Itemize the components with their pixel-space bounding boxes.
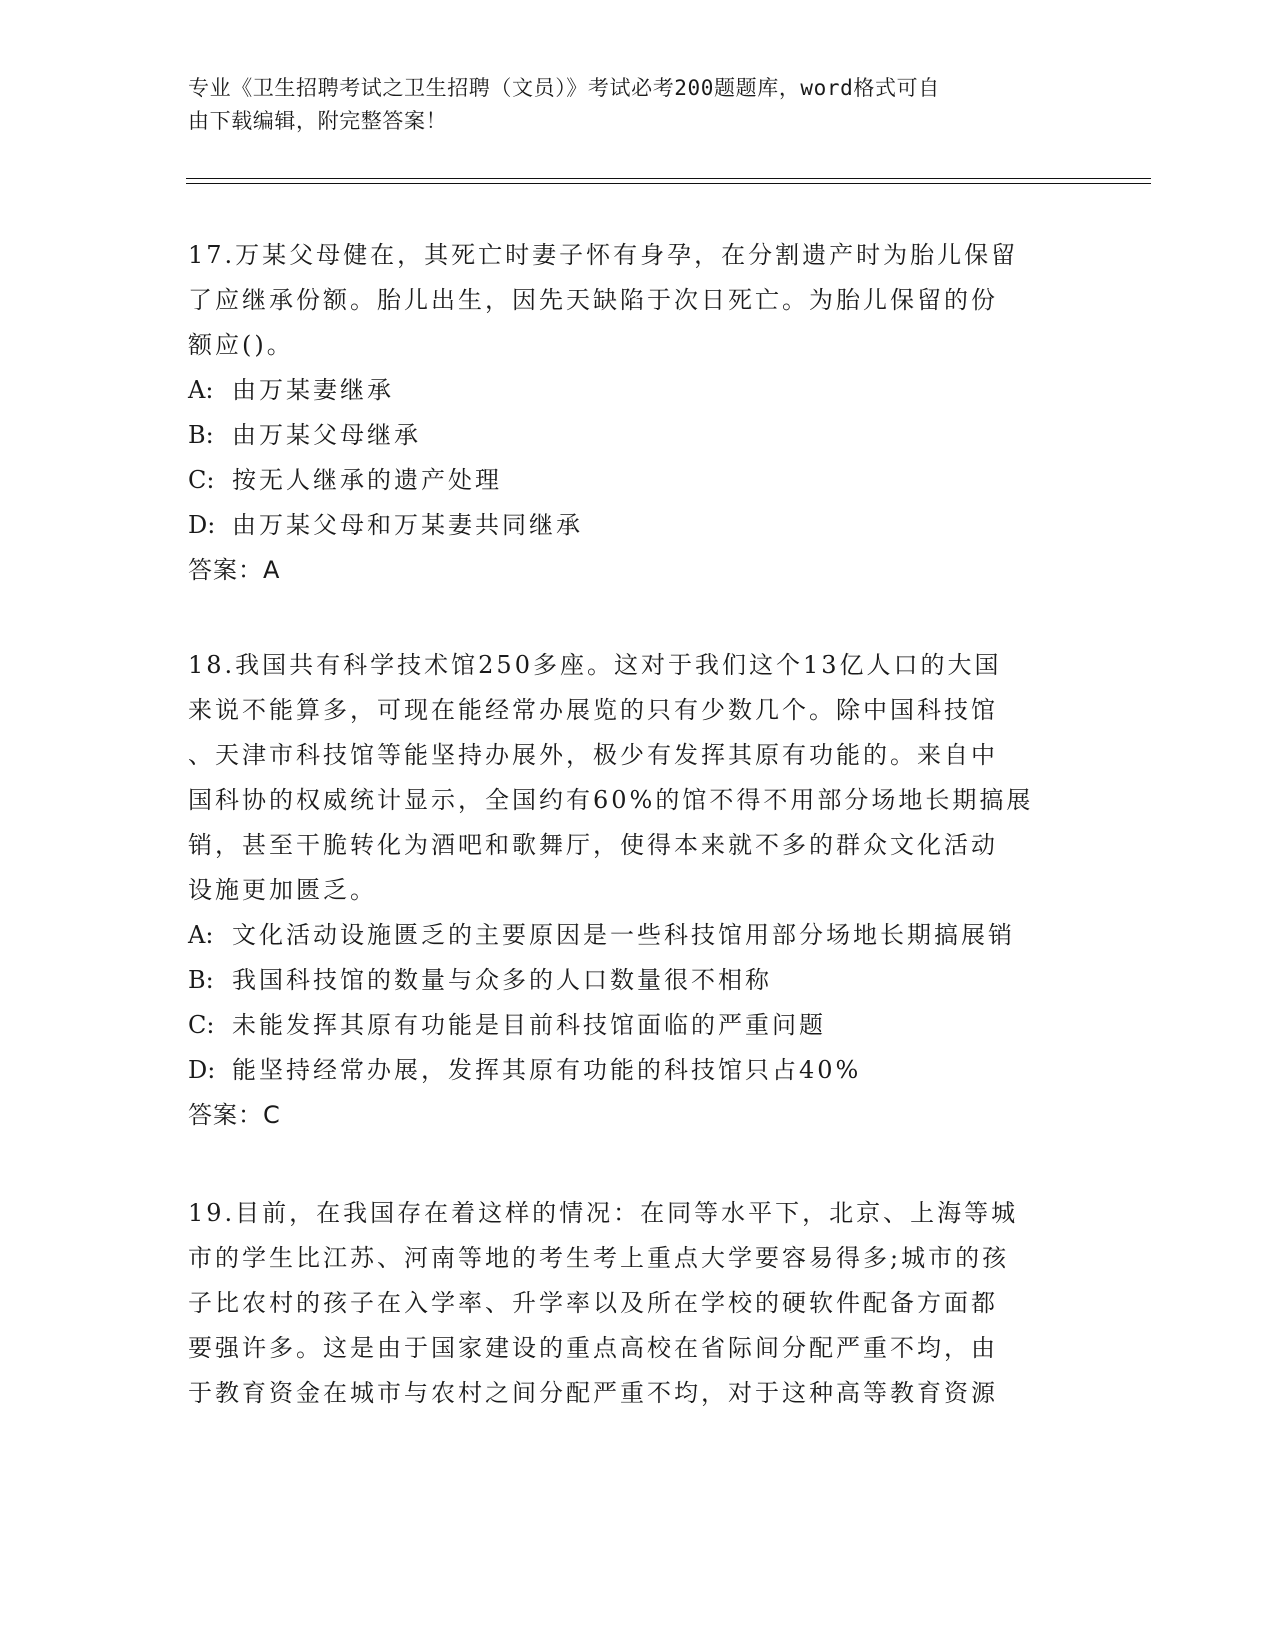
option-key: B:: [188, 966, 214, 994]
question-text-line: 于教育资金在城市与农村之间分配严重不均，对于这种高等教育资源: [188, 1379, 998, 1407]
option-key: D:: [188, 511, 216, 539]
option-b: [188, 958, 1088, 1003]
header-line: 专业《卫生招聘考试之卫生招聘（文员）》考试必考200题题库，word格式可自: [188, 76, 940, 100]
option-key: A:: [188, 921, 214, 949]
answer-line: 答案：A: [188, 556, 281, 584]
option-a: [188, 368, 1088, 413]
question-text-line: 国科协的权威统计显示，全国约有60%的馆不得不用部分场地长期搞展: [188, 786, 1034, 814]
header-line: 由下载编辑，附完整答案！: [188, 109, 448, 133]
question-text-line: 、天津市科技馆等能坚持办展外，极少有发挥其原有功能的。来自中: [188, 741, 998, 769]
header-divider: [186, 178, 1151, 179]
option-text: 能坚持经常办展，发挥其原有功能的科技馆只占40%: [232, 1056, 862, 1084]
option-text: 按无人继承的遗产处理: [232, 466, 502, 494]
question-17: [188, 233, 1088, 593]
question-text-line: 17.万某父母健在，其死亡时妻子怀有身孕，在分割遗产时为胎儿保留: [188, 241, 1019, 269]
option-text: 由万某妻继承: [232, 376, 394, 404]
question-text-line: 来说不能算多，可现在能经常办展览的只有少数几个。除中国科技馆: [188, 696, 998, 724]
question-text-line: 市的学生比江苏、河南等地的考生考上重点大学要容易得多;城市的孩: [188, 1244, 1010, 1272]
option-key: C:: [188, 1011, 215, 1039]
option-c: [188, 1003, 1088, 1048]
question-text-line: 了应继承份额。胎儿出生，因先天缺陷于次日死亡。为胎儿保留的份: [188, 286, 998, 314]
header-divider: [186, 183, 1151, 184]
option-c: [188, 458, 1088, 503]
option-d: [188, 1048, 1088, 1093]
question-text-line: 子比农村的孩子在入学率、升学率以及所在学校的硬软件配备方面都: [188, 1289, 998, 1317]
option-text: 未能发挥其原有功能是目前科技馆面临的严重问题: [232, 1011, 826, 1039]
option-text: 文化活动设施匮乏的主要原因是一些科技馆用部分场地长期搞展销: [232, 921, 1015, 949]
question-19: [188, 1191, 1088, 1416]
question-text-line: 18.我国共有科学技术馆250多座。这对于我们这个13亿人口的大国: [188, 651, 1002, 679]
option-key: A:: [188, 376, 214, 404]
question-text-line: 销，甚至干脆转化为酒吧和歌舞厅，使得本来就不多的群众文化活动: [188, 831, 998, 859]
question-text-line: 额应()。: [188, 331, 294, 359]
question-text-line: 要强许多。这是由于国家建设的重点高校在省际间分配严重不均，由: [188, 1334, 998, 1362]
option-a: [188, 913, 1088, 958]
option-key: C:: [188, 466, 215, 494]
option-text: 我国科技馆的数量与众多的人口数量很不相称: [232, 966, 772, 994]
option-text: 由万某父母继承: [232, 421, 421, 449]
question-text-line: 19.目前，在我国存在着这样的情况：在同等水平下，北京、上海等城: [188, 1199, 1019, 1227]
question-text-line: 设施更加匮乏。: [188, 876, 377, 904]
document-header: [188, 72, 1068, 138]
question-18: [188, 643, 1088, 1138]
answer-line: 答案：C: [188, 1101, 281, 1129]
option-d: [188, 503, 1088, 548]
option-key: B:: [188, 421, 214, 449]
option-b: [188, 413, 1088, 458]
option-text: 由万某父母和万某妻共同继承: [232, 511, 583, 539]
option-key: D:: [188, 1056, 216, 1084]
